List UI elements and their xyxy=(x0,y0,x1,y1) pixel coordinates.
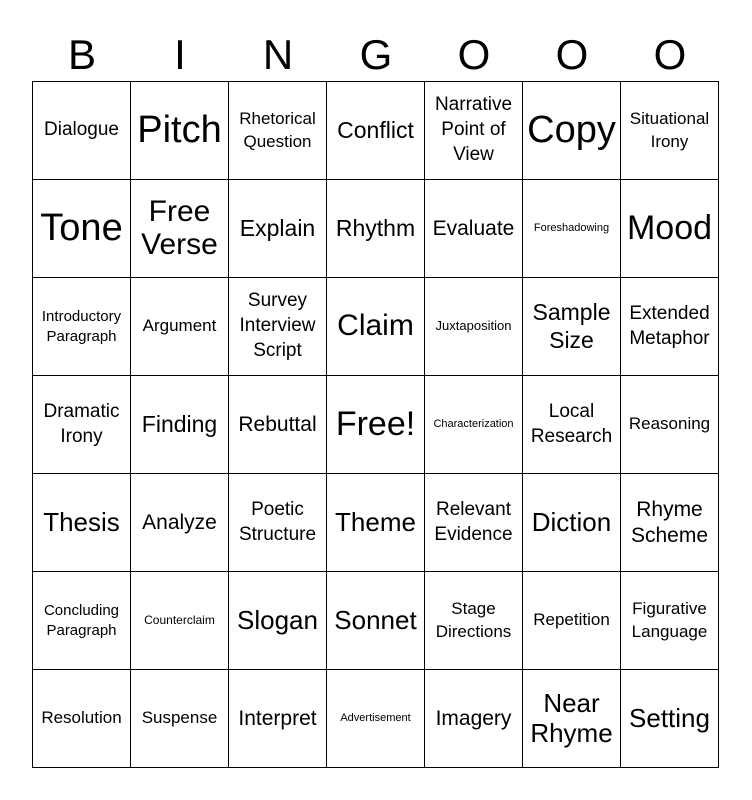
bingo-cell[interactable]: Sample Size xyxy=(523,278,621,376)
bingo-cell[interactable]: Rhetorical Question xyxy=(229,82,327,180)
header-letter: N xyxy=(262,31,294,78)
header-letter: I xyxy=(174,31,186,78)
bingo-cell[interactable]: Finding xyxy=(131,376,229,474)
bingo-cell[interactable]: Narrative Point of View xyxy=(425,82,523,180)
header-letter: B xyxy=(67,31,96,78)
bingo-cell[interactable]: Extended Metaphor xyxy=(621,278,719,376)
bingo-board xyxy=(32,81,719,768)
bingo-cell[interactable]: Concluding Paragraph xyxy=(33,572,131,670)
bingo-cell[interactable]: Setting xyxy=(621,670,719,768)
bingo-cell[interactable]: Foreshadowing xyxy=(523,180,621,278)
bingo-cell[interactable]: Sonnet xyxy=(327,572,425,670)
bingo-cell[interactable]: Analyze xyxy=(131,474,229,572)
bingo-cell[interactable]: Rhyme Scheme xyxy=(621,474,719,572)
bingo-cell[interactable]: Stage Directions xyxy=(425,572,523,670)
bingo-cell[interactable]: Dialogue xyxy=(33,82,131,180)
bingo-cell[interactable]: Repetition xyxy=(523,572,621,670)
bingo-cell[interactable]: Free! xyxy=(327,376,425,474)
bingo-cell[interactable]: Copy xyxy=(523,82,621,180)
bingo-cell[interactable]: Conflict xyxy=(327,82,425,180)
bingo-cell[interactable]: Slogan xyxy=(229,572,327,670)
bingo-cell[interactable]: Claim xyxy=(327,278,425,376)
bingo-header xyxy=(33,28,719,82)
bingo-cell[interactable]: Figurative Language xyxy=(621,572,719,670)
bingo-cell[interactable]: Relevant Evidence xyxy=(425,474,523,572)
bingo-cell[interactable]: Tone xyxy=(33,180,131,278)
bingo-cell[interactable]: Explain xyxy=(229,180,327,278)
bingo-cell[interactable]: Introductory Paragraph xyxy=(33,278,131,376)
bingo-cell[interactable]: Reasoning xyxy=(621,376,719,474)
bingo-cell[interactable]: Theme xyxy=(327,474,425,572)
bingo-cell[interactable]: Situational Irony xyxy=(621,82,719,180)
header-letter: O xyxy=(457,31,491,78)
bingo-cell[interactable]: Advertisement xyxy=(327,670,425,768)
bingo-cell[interactable]: Dramatic Irony xyxy=(33,376,131,474)
bingo-cell[interactable]: Interpret xyxy=(229,670,327,768)
bingo-cell[interactable]: Argument xyxy=(131,278,229,376)
bingo-cell[interactable]: Counterclaim xyxy=(131,572,229,670)
bingo-cell[interactable]: Survey Interview Script xyxy=(229,278,327,376)
bingo-cell[interactable]: Characterization xyxy=(425,376,523,474)
bingo-cell[interactable]: Diction xyxy=(523,474,621,572)
header-letter: G xyxy=(359,31,393,78)
bingo-cell[interactable]: Rebuttal xyxy=(229,376,327,474)
bingo-cell[interactable]: Mood xyxy=(621,180,719,278)
bingo-cell[interactable]: Evaluate xyxy=(425,180,523,278)
bingo-cell[interactable]: Rhythm xyxy=(327,180,425,278)
header-letter: O xyxy=(555,31,589,78)
bingo-cell[interactable]: Imagery xyxy=(425,670,523,768)
bingo-cell[interactable]: Thesis xyxy=(33,474,131,572)
bingo-cell[interactable]: Local Research xyxy=(523,376,621,474)
bingo-cell[interactable]: Poetic Structure xyxy=(229,474,327,572)
bingo-cell[interactable]: Pitch xyxy=(131,82,229,180)
bingo-cell[interactable]: Resolution xyxy=(33,670,131,768)
bingo-cell[interactable]: Juxtaposition xyxy=(425,278,523,376)
bingo-cell[interactable]: Near Rhyme xyxy=(523,670,621,768)
bingo-cell[interactable]: Free Verse xyxy=(131,180,229,278)
header-letter: O xyxy=(653,31,687,78)
bingo-cell[interactable]: Suspense xyxy=(131,670,229,768)
